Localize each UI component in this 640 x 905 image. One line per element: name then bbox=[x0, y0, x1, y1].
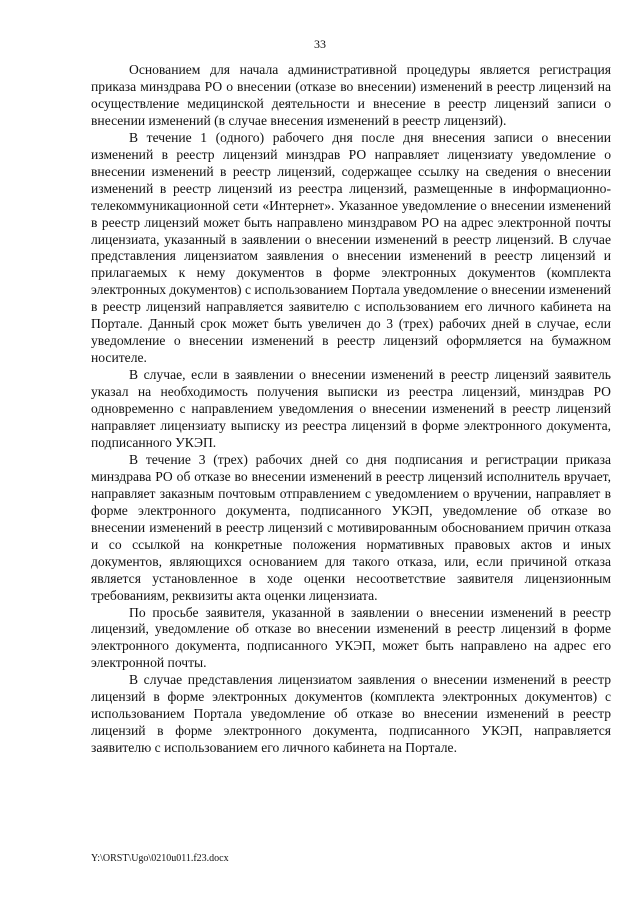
paragraph-notification-of-changes: В течение 1 (одного) рабочего дня после дня внесения записи о внесении изменений в реестр лицензий минздрав РО направляет лицензиату уведомление о внесении изменений в реестр лицензий, содержащее ссылку на сведения о внесении изменений в реестр лицензий из реестра лицензий, размещенные в информационно-телекоммуникационной сети «Интернет». Указанное уведомление о внесении изменений в реестр лицензий может быть направлено минздравом РО на адрес электронной почты лицензиата, указанный в заявлении о внесении изменений в реестр лицензий. В случае представления лицензиатом заявления о внесении изменений в реестр лицензий и прилагаемых к нему документов в форме электронных документов (комплекта электронных документов) с использованием Портала уведомление о внесении изменений в реестр лицензий направляется заявителю с использованием его личного кабинета на Портале. Данный срок может быть увеличен до 3 (трех) рабочих дней в случае, если уведомление о внесении изменений в реестр лицензий оформляется на бумажном носителе. bbox=[91, 129, 612, 366]
paragraph-registry-extract: В случае, если в заявлении о внесении изменений в реестр лицензий заявитель указал на необходимость получения выписки из реестра лицензий, минздрав РО одновременно с направлением уведомления о внесении изменений в реестр лицензий направляет лицензиату выписку из реестра лицензий в форме электронного документа, подписанного УКЭП. bbox=[91, 367, 611, 450]
paragraph-refusal-notice: В течение 3 (трех) рабочих дней со дня подписания и регистрации приказа минздрава РО об отказе во внесении изменений в реестр лицензий исполнитель вручает, направляет заказным почтовым отправлением с уведомлением о вручении, направляет в форме электронного документа, подписанного УКЭП, уведомление об отказе во внесении изменений в реестр лицензий с мотивированным обоснованием причин отказа и со ссылкой на конкретные положения нормативных правовых актов и иных документов, являющихся основанием для такого отказа, или, если причиной отказа является установленное в ходе оценки несоответствие заявителя лицензионным требованиям, реквизиты акта оценки лицензиата. bbox=[91, 451, 611, 603]
paragraph-procedure-basis: Основанием для начала административной процедуры является регистрация приказа минздрава РО о внесении (отказе во внесении) изменений в реестр лицензий на осуществление медицинской деятельности и внесение в реестр лицензий записи о внесении изменений (в случае внесения изменений в реестр лицензий). bbox=[91, 62, 611, 128]
paragraph-refusal-by-email: По просьбе заявителя, указанной в заявлении о внесении изменений в реестр лицензий, уведомление об отказе во внесении изменений в реестр лицензий в форме электронного документа, подписанного УКЭП, может быть направлено на адрес его электронной почты. bbox=[91, 604, 611, 671]
paragraph-refusal-via-portal: В случае представления лицензиатом заявления о внесении изменений в реестр лицензий в форме электронных документов (комплекта электронных документов) с использованием Портала уведомление об отказе во внесении изменений в реестр лицензий в форме электронного документа, подписанного УКЭП, направляется заявителю с использованием его личного кабинета на Портале. bbox=[91, 672, 611, 756]
page-number: 33 bbox=[314, 37, 326, 51]
document-body bbox=[91, 62, 611, 757]
footer-file-path: Y:\ORST\Ugo\0210u011.f23.docx bbox=[91, 853, 229, 864]
